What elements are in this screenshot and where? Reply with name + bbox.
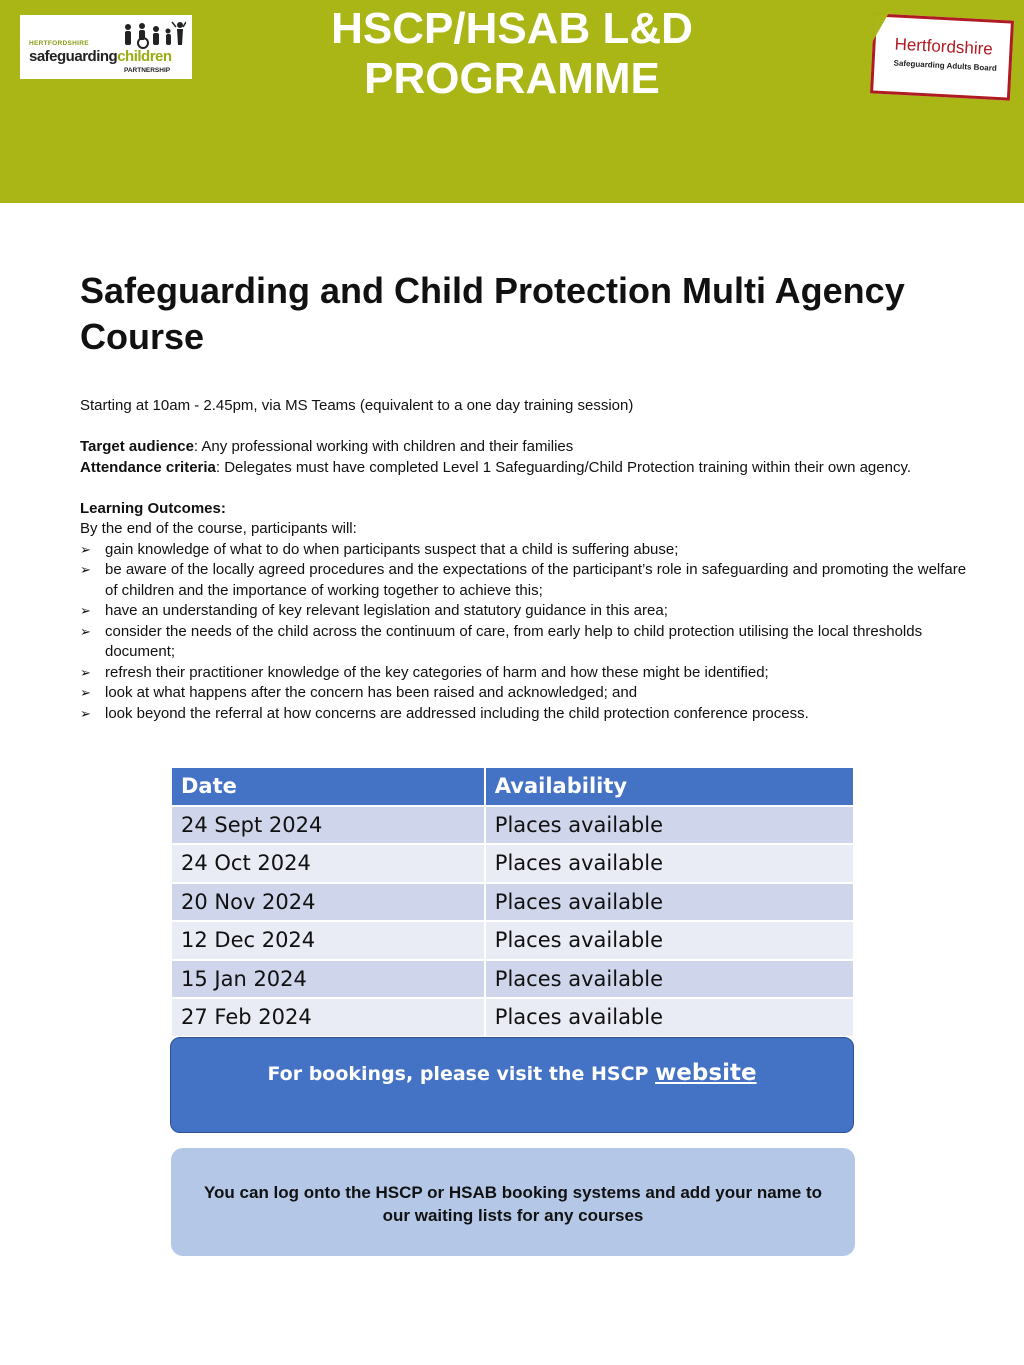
availability-cell: Places available	[485, 960, 854, 999]
table-row	[171, 883, 854, 922]
availability-column-header: Availability	[485, 767, 854, 806]
table-header-row	[171, 767, 854, 806]
waiting-list-text: You can log onto the HSCP or HSAB booking systems and add your name to our waiting lists for any courses	[203, 1183, 823, 1225]
target-audience: Target audience: Any professional working with children and their families	[80, 438, 574, 455]
date-cell: 12 Dec 2024	[171, 921, 485, 960]
course-details	[80, 396, 970, 724]
list-item: ➢ have an understanding of key relevant legislation and statutory guidance in this area;	[80, 601, 970, 622]
hsab-logo-name: Hertfordshire	[894, 34, 994, 59]
arrow-bullet-icon: ➢	[80, 623, 91, 639]
date-cell: 27 Feb 2024	[171, 998, 485, 1037]
booking-banner	[170, 1037, 854, 1133]
arrow-bullet-icon: ➢	[80, 603, 91, 618]
header-banner	[0, 0, 1024, 203]
page-title-line2: PROGRAMME	[364, 54, 660, 103]
outcomes-list	[80, 540, 970, 725]
table-row	[171, 960, 854, 999]
availability-cell: Places available	[485, 806, 854, 845]
table-row	[171, 921, 854, 960]
page-title	[262, 4, 762, 104]
hscp-logo-partnership: PARTNERSHIP	[124, 67, 171, 74]
arrow-bullet-icon: ➢	[80, 705, 91, 721]
availability-cell: Places available	[485, 844, 854, 883]
waiting-list-banner	[171, 1148, 855, 1256]
course-title: Safeguarding and Child Protection Multi Agency Course	[80, 270, 905, 357]
page-title-line1: HSCP/HSAB L&D	[331, 4, 693, 53]
table-row	[171, 844, 854, 883]
arrow-bullet-icon: ➢	[80, 685, 91, 700]
hscp-logo-county: HERTFORDSHIRE	[29, 40, 89, 47]
children-figures-icon	[120, 21, 186, 49]
list-item: ➢ look beyond the referral at how concerns are addressed including the child protection conference process.	[80, 704, 970, 725]
list-item: ➢ refresh their practitioner knowledge of the key categories of harm and how these might be identified;	[80, 663, 970, 684]
booking-text: For bookings, please visit the HSCP website	[267, 1060, 757, 1086]
list-item: ➢ be aware of the locally agreed procedures and the expectations of the participant’s role in safeguarding and promoting the welfare of children and the importance of working together to achieve this;	[80, 561, 967, 599]
arrow-bullet-icon: ➢	[80, 541, 91, 557]
date-cell: 24 Sept 2024	[171, 806, 485, 845]
date-cell: 15 Jan 2024	[171, 960, 485, 999]
hsab-logo-sub: Safeguarding Adults Board	[893, 58, 997, 73]
outcomes-heading: Learning Outcomes:	[80, 499, 226, 517]
availability-cell: Places available	[485, 883, 854, 922]
attendance-criteria: Attendance criteria: Delegates must have completed Level 1 Safeguarding/Child Protection training within their own agency.	[80, 458, 912, 476]
date-cell: 24 Oct 2024	[171, 844, 485, 883]
availability-cell: Places available	[485, 921, 854, 960]
hsab-logo	[870, 13, 1014, 100]
outcomes-intro: By the end of the course, participants will:	[80, 520, 357, 537]
availability-cell: Places available	[485, 998, 854, 1037]
list-item: ➢ look at what happens after the concern has been raised and acknowledged; and	[80, 683, 970, 704]
course-timing: Starting at 10am - 2.45pm, via MS Teams (equivalent to a one day training session)	[80, 397, 634, 414]
hscp-logo-wordmark: safeguardingchildren	[29, 48, 172, 65]
date-cell: 20 Nov 2024	[171, 883, 485, 922]
website-link[interactable]: website	[655, 1060, 757, 1086]
list-item: ➢ consider the needs of the child across the continuum of care, from early help to child protection utilising the local thresholds document;	[80, 622, 923, 660]
arrow-bullet-icon: ➢	[80, 562, 91, 577]
date-column-header: Date	[171, 767, 485, 806]
dates-table	[170, 766, 855, 1038]
list-item: ➢ gain knowledge of what to do when participants suspect that a child is suffering abuse;	[80, 540, 970, 561]
table-row	[171, 998, 854, 1037]
arrow-bullet-icon: ➢	[80, 664, 91, 680]
hscp-logo	[20, 15, 192, 79]
table-row	[171, 806, 854, 845]
